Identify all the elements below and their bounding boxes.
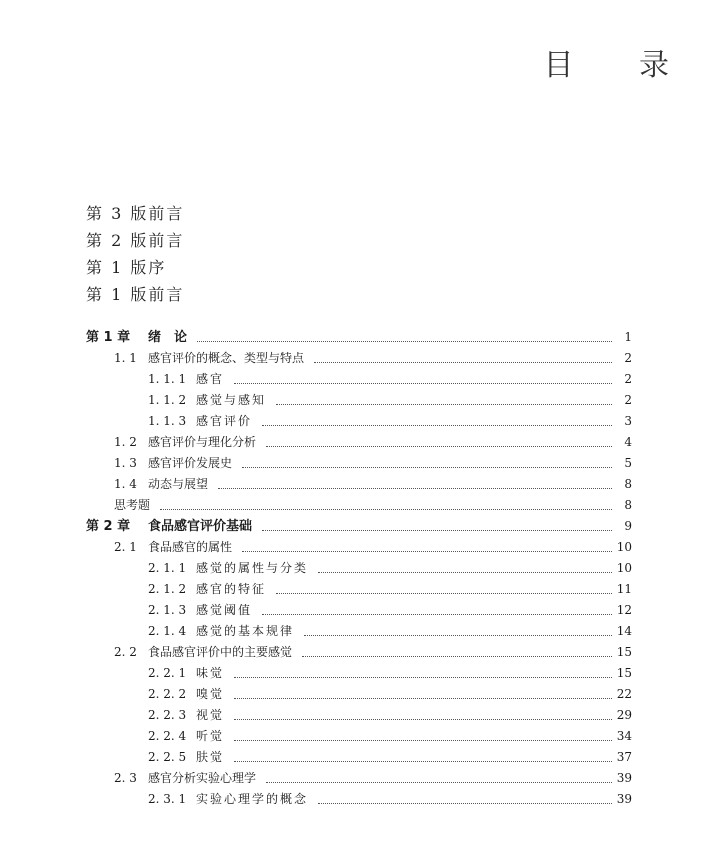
toc-entry-title: 感官分析实验心理学 xyxy=(148,771,257,785)
dot-leader xyxy=(197,340,612,342)
toc-entry-page: 29 xyxy=(616,708,632,722)
toc-entry-title: 食品感官的属性 xyxy=(148,540,233,554)
toc-entry-number: 2. 2. 4 xyxy=(148,729,187,743)
toc-chapter-entry[interactable] xyxy=(86,327,632,348)
dot-leader xyxy=(218,487,612,489)
toc-entry-title: 绪 论 xyxy=(148,330,188,345)
toc-entry[interactable] xyxy=(86,453,632,474)
toc-entry-title: 感官评价与理化分析 xyxy=(148,435,257,449)
toc-entry[interactable] xyxy=(86,705,632,726)
toc-entry-page: 15 xyxy=(616,666,632,680)
page-title: 目 录 xyxy=(543,48,697,83)
toc-entry[interactable] xyxy=(86,558,632,579)
dot-leader xyxy=(276,403,612,405)
toc-entry-page: 11 xyxy=(616,582,632,596)
toc-entry[interactable] xyxy=(86,579,632,600)
toc-entry-title: 动态与展望 xyxy=(148,477,209,491)
toc-entry-number: 2. 2. 3 xyxy=(148,708,187,722)
toc-entry[interactable] xyxy=(86,495,632,516)
toc-entry[interactable] xyxy=(86,726,632,747)
dot-leader xyxy=(234,760,612,762)
toc-entry-number: 1. 4 xyxy=(114,477,137,491)
toc-entry-title: 味觉 xyxy=(196,666,225,680)
dot-leader xyxy=(302,655,612,657)
toc-entry[interactable] xyxy=(86,537,632,558)
toc-entry-number: 2. 3 xyxy=(114,771,137,785)
toc-entry[interactable] xyxy=(86,642,632,663)
dot-leader xyxy=(262,424,612,426)
dot-leader xyxy=(318,571,612,573)
dot-leader xyxy=(234,739,612,741)
toc-entry-page: 12 xyxy=(616,603,632,617)
dot-leader xyxy=(262,613,612,615)
dot-leader xyxy=(262,529,612,531)
toc-entry-number: 1. 1. 1 xyxy=(148,372,187,386)
toc-entry-number: 1. 1. 3 xyxy=(148,414,187,428)
toc-entry-number: 2. 3. 1 xyxy=(148,792,187,806)
toc-entry-title: 感官的特征 xyxy=(196,582,267,596)
dot-leader xyxy=(266,445,612,447)
toc-entry-title: 感官评价 xyxy=(196,414,253,428)
toc-entry[interactable] xyxy=(86,747,632,768)
toc-entry-number: 2. 1. 3 xyxy=(148,603,187,617)
dot-leader xyxy=(234,676,612,678)
toc-entry[interactable] xyxy=(86,390,632,411)
toc-entry-page: 3 xyxy=(624,414,632,428)
toc-entry-page: 15 xyxy=(616,645,632,659)
preface-list xyxy=(86,200,184,308)
toc-entry-page: 39 xyxy=(616,792,632,806)
toc-entry-title: 感官评价的概念、类型与特点 xyxy=(148,351,305,365)
dot-leader xyxy=(234,718,612,720)
toc-entry-number: 2. 2. 5 xyxy=(148,750,187,764)
toc-entry-title: 感觉与感知 xyxy=(196,393,267,407)
dot-leader xyxy=(234,697,612,699)
toc-entry-title: 感觉的属性与分类 xyxy=(196,561,309,575)
toc-entry-title: 视觉 xyxy=(196,708,225,722)
toc-entry[interactable] xyxy=(86,600,632,621)
dot-leader xyxy=(318,802,612,804)
toc-chapter-entry[interactable] xyxy=(86,516,632,537)
toc-entry-page: 14 xyxy=(616,624,632,638)
toc-entry-title: 感官评价发展史 xyxy=(148,456,233,470)
dot-leader xyxy=(276,592,612,594)
toc-entry-number: 2. 1. 1 xyxy=(148,561,187,575)
preface-item[interactable]: 第 1 版前言 xyxy=(86,285,185,304)
toc-entry[interactable] xyxy=(86,768,632,789)
toc-entry-title: 食品感官评价基础 xyxy=(148,519,253,534)
toc-entry-title: 感官 xyxy=(196,372,225,386)
toc-entry[interactable] xyxy=(86,348,632,369)
toc-entry[interactable] xyxy=(86,621,632,642)
toc-entry-number: 2. 1. 2 xyxy=(148,582,187,596)
toc-entry-page: 34 xyxy=(616,729,632,743)
toc-entry[interactable] xyxy=(86,684,632,705)
toc-entry[interactable] xyxy=(86,432,632,453)
toc-entry-title: 听觉 xyxy=(196,729,225,743)
table-of-contents xyxy=(86,327,632,810)
toc-entry-title: 感觉的基本规律 xyxy=(196,624,295,638)
toc-entry-page: 2 xyxy=(624,351,632,365)
toc-entry-number: 2. 2. 1 xyxy=(148,666,187,680)
dot-leader xyxy=(266,781,612,783)
dot-leader xyxy=(314,361,612,363)
toc-entry-number: 2. 1. 4 xyxy=(148,624,187,638)
toc-entry-page: 8 xyxy=(624,498,632,512)
dot-leader xyxy=(234,382,612,384)
toc-entry[interactable] xyxy=(86,663,632,684)
toc-entry-page: 5 xyxy=(624,456,632,470)
toc-entry-number: 1. 1 xyxy=(114,351,137,365)
toc-entry-number: 2. 1 xyxy=(114,540,137,554)
toc-entry-number: 第 1 章 xyxy=(86,330,131,345)
toc-entry-page: 2 xyxy=(624,372,632,386)
toc-entry-page: 39 xyxy=(616,771,632,785)
toc-entry-page: 9 xyxy=(624,519,632,533)
preface-item[interactable]: 第 2 版前言 xyxy=(86,231,185,250)
dot-leader xyxy=(160,508,612,510)
toc-entry[interactable] xyxy=(86,789,632,810)
dot-leader xyxy=(242,550,612,552)
toc-entry-page: 2 xyxy=(624,393,632,407)
toc-entry-title: 食品感官评价中的主要感觉 xyxy=(148,645,293,659)
toc-entry-number: 1. 2 xyxy=(114,435,137,449)
toc-entry[interactable] xyxy=(86,474,632,495)
toc-entry-number: 1. 1. 2 xyxy=(148,393,187,407)
toc-entry-title: 肤觉 xyxy=(196,750,225,764)
toc-entry-page: 8 xyxy=(624,477,632,491)
toc-entry-page: 10 xyxy=(616,561,632,575)
toc-entry-page: 22 xyxy=(616,687,632,701)
toc-entry-page: 10 xyxy=(616,540,632,554)
toc-entry-number: 2. 2. 2 xyxy=(148,687,187,701)
toc-entry[interactable] xyxy=(86,411,632,432)
dot-leader xyxy=(304,634,612,636)
toc-entry-number: 2. 2 xyxy=(114,645,137,659)
toc-entry-title: 嗅觉 xyxy=(196,687,225,701)
toc-entry-number: 第 2 章 xyxy=(86,519,131,534)
preface-item[interactable]: 第 3 版前言 xyxy=(86,204,185,223)
dot-leader xyxy=(242,466,612,468)
toc-entry-page: 1 xyxy=(624,330,632,344)
preface-item[interactable]: 第 1 版序 xyxy=(86,258,167,277)
toc-entry[interactable] xyxy=(86,369,632,390)
toc-entry-page: 37 xyxy=(616,750,632,764)
toc-entry-page: 4 xyxy=(624,435,632,449)
toc-entry-title: 实验心理学的概念 xyxy=(196,792,309,806)
toc-entry-number: 1. 3 xyxy=(114,456,137,470)
toc-entry-title: 思考题 xyxy=(114,498,151,512)
toc-entry-title: 感觉阈值 xyxy=(196,603,253,617)
